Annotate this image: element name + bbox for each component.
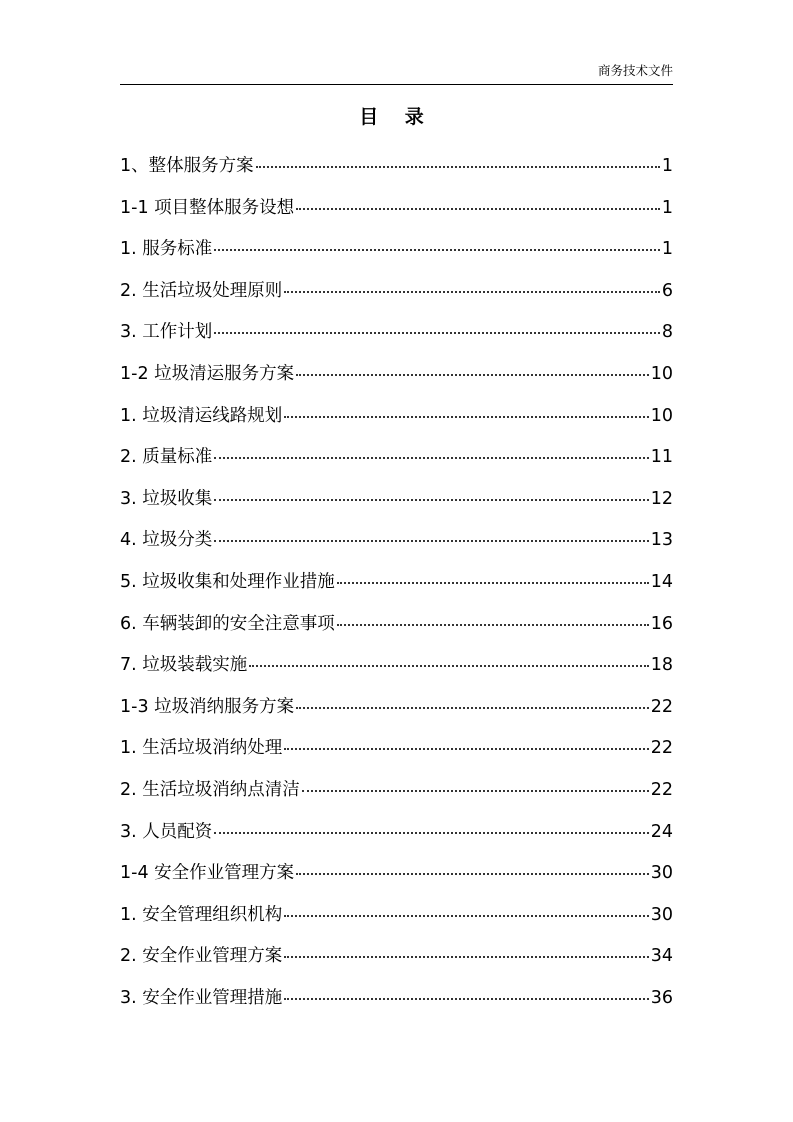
toc-entry (120, 568, 673, 610)
toc-dot-leader (284, 998, 648, 1000)
toc-entry-page: 22 (650, 696, 673, 717)
toc-dot-leader (214, 249, 660, 251)
toc-dot-leader (284, 416, 648, 418)
toc-dot-leader (214, 457, 648, 459)
toc-entry (120, 402, 673, 444)
toc-entry (120, 693, 673, 735)
toc-entry-label: 1-4 安全作业管理方案 (120, 863, 295, 884)
toc-entry (120, 610, 673, 652)
toc-entry (120, 526, 673, 568)
toc-entry-label: 2. 质量标准 (120, 447, 213, 468)
toc-dot-leader (214, 832, 648, 834)
toc-entry-page: 12 (650, 488, 673, 509)
toc-entry-label: 3. 人员配资 (120, 821, 213, 842)
toc-entry-label: 1. 服务标准 (120, 239, 213, 260)
toc-entry (120, 194, 673, 236)
toc-entry-page: 10 (650, 405, 673, 426)
toc-entry-page: 10 (650, 363, 673, 384)
toc-entry-label: 2. 生活垃圾处理原则 (120, 280, 283, 301)
toc-entry-page: 1 (661, 156, 673, 176)
toc-entry (120, 360, 673, 402)
toc-entry (120, 776, 673, 818)
toc-entry-label: 1-2 垃圾清运服务方案 (120, 363, 295, 384)
toc-dot-leader (296, 707, 649, 709)
toc-entry-page: 22 (650, 738, 673, 759)
toc-entry (120, 859, 673, 901)
toc-dot-leader (284, 956, 648, 958)
toc-entry (120, 152, 673, 194)
toc-entry (120, 651, 673, 693)
toc-entry-label: 6. 车辆装卸的安全注意事项 (120, 613, 335, 634)
toc-entry-label: 2. 安全作业管理方案 (120, 946, 283, 967)
toc-entry-page: 1 (661, 239, 673, 260)
toc-entry-label: 2. 生活垃圾消纳点清洁 (120, 779, 300, 800)
toc-dot-leader (296, 374, 649, 376)
toc-entry-label: 3. 垃圾收集 (120, 488, 213, 509)
toc-entry-page: 6 (661, 280, 673, 301)
page-header (120, 60, 673, 85)
toc-dot-leader (284, 915, 648, 917)
toc-dot-leader (296, 208, 660, 210)
toc-entry (120, 984, 673, 1026)
toc-dot-leader (249, 665, 648, 667)
toc-entry-label: 4. 垃圾分类 (120, 530, 213, 551)
toc-dot-leader (337, 624, 649, 626)
toc-dot-leader (284, 748, 648, 750)
toc-entry-page: 8 (661, 322, 673, 343)
toc-dot-leader (302, 790, 649, 792)
toc-entry-label: 1. 安全管理组织机构 (120, 904, 283, 925)
toc-entry (120, 318, 673, 360)
toc-entry-label: 5. 垃圾收集和处理作业措施 (120, 571, 335, 592)
toc-entry-page: 18 (650, 655, 673, 676)
toc-entry-page: 13 (650, 530, 673, 551)
toc-entry-page: 34 (650, 946, 673, 967)
toc-entry-page: 11 (650, 447, 673, 468)
toc-dot-leader (214, 540, 648, 542)
toc-dot-leader (214, 332, 660, 334)
toc-entry-page: 16 (650, 613, 673, 634)
toc-entry-label: 1、整体服务方案 (120, 156, 254, 176)
toc-entry-label: 3. 安全作业管理措施 (120, 987, 283, 1008)
toc-entry (120, 443, 673, 485)
toc-entry (120, 942, 673, 984)
toc-entry-page: 30 (650, 863, 673, 884)
toc-entry (120, 818, 673, 860)
toc-entry-label: 1-3 垃圾消纳服务方案 (120, 696, 295, 717)
toc-entry (120, 277, 673, 319)
toc-dot-leader (214, 499, 648, 501)
toc-dot-leader (337, 582, 649, 584)
toc-entry (120, 235, 673, 277)
header-text: 商务技术文件 (597, 63, 673, 78)
toc-entry-label: 1. 垃圾清运线路规划 (120, 405, 283, 426)
toc-entry-page: 30 (650, 904, 673, 925)
toc-entry-page: 14 (650, 571, 673, 592)
toc-dot-leader (284, 291, 660, 293)
toc-entry (120, 734, 673, 776)
toc-list (120, 152, 673, 1025)
toc-entry-label: 1. 生活垃圾消纳处理 (120, 738, 283, 759)
toc-entry (120, 901, 673, 943)
toc-entry (120, 485, 673, 527)
toc-dot-leader (296, 873, 649, 875)
toc-entry-label: 1-1 项目整体服务设想 (120, 197, 295, 218)
toc-title: 目 录 (359, 106, 434, 128)
toc-entry-page: 36 (650, 987, 673, 1008)
toc-entry-page: 24 (650, 821, 673, 842)
toc-dot-leader (256, 166, 660, 168)
toc-entry-page: 1 (661, 197, 673, 218)
toc-entry-label: 3. 工作计划 (120, 322, 213, 343)
toc-entry-label: 7. 垃圾装载实施 (120, 655, 248, 676)
toc-entry-page: 22 (650, 779, 673, 800)
